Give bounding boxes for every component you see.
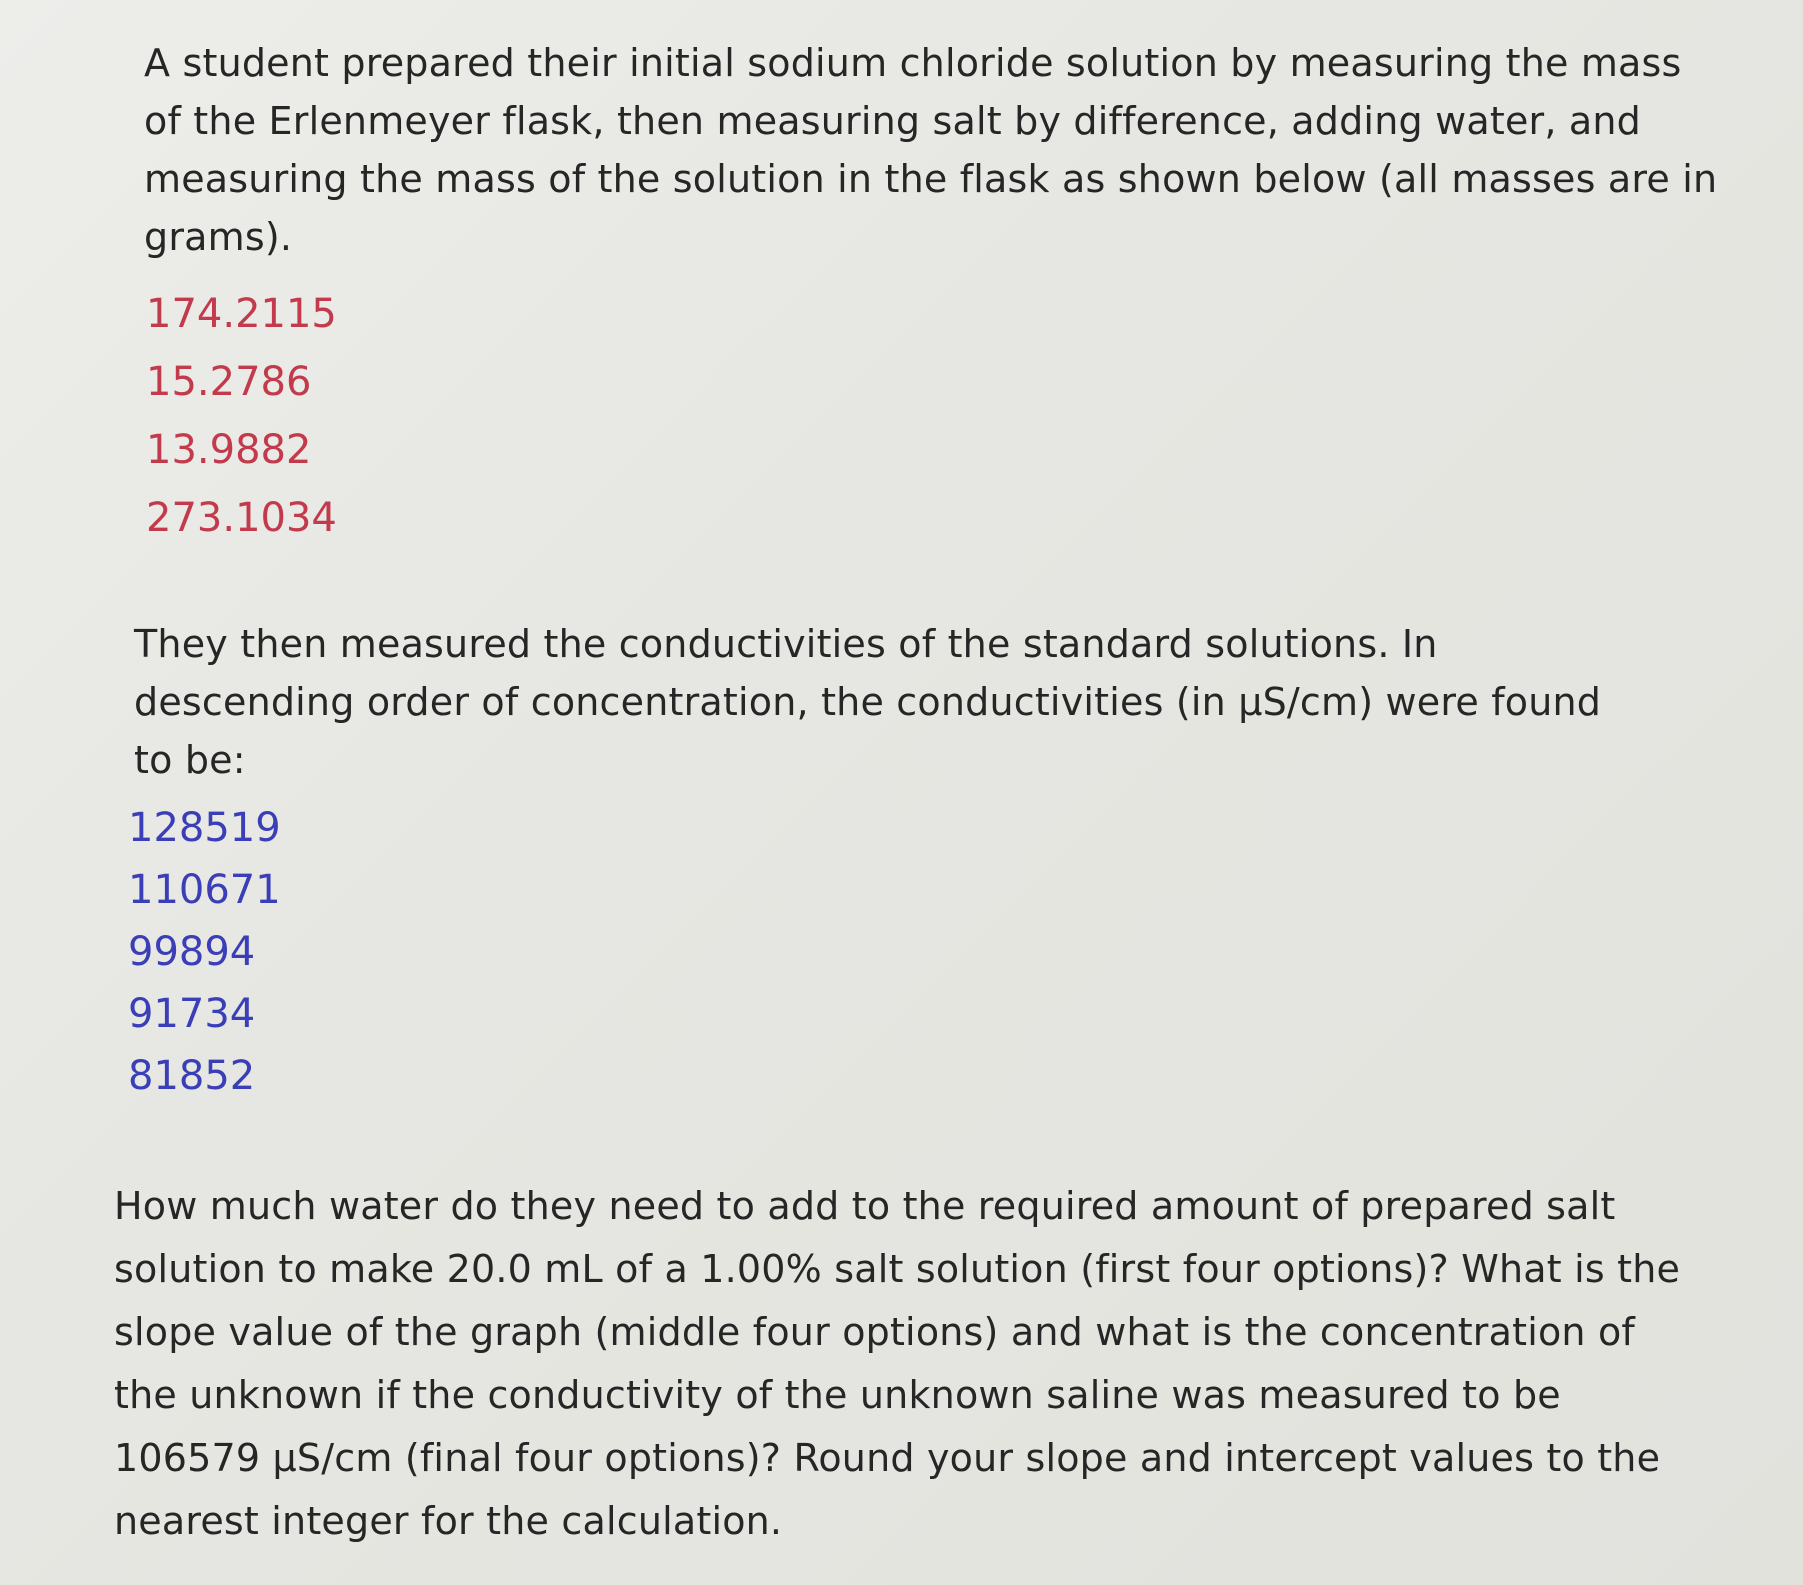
conductivity-value: 128519 xyxy=(128,805,281,851)
mass-value: 15.2786 xyxy=(146,359,312,405)
mass-value: 273.1034 xyxy=(146,495,337,541)
conductivity-intro-paragraph: They then measured the conductivities of the standard solutions. In descending order of concentration, the conductivities (in µS/cm) were found to be: xyxy=(134,622,1602,782)
mass-list xyxy=(146,280,337,552)
question-paragraph: How much water do they need to add to the required amount of prepared salt solution to make 20.0 mL of a 1.00% salt solution (first four options)? What is the slope value of the graph (middle four options) and what is the concentration of the unknown if the conductivity of the unknown saline was measured to be 106579 µS/cm (final four options)? Round your slope and intercept values to the nearest integer for the calculation. xyxy=(114,1184,1681,1543)
conductivity-value: 110671 xyxy=(128,867,281,913)
conductivity-list xyxy=(128,797,281,1107)
mass-value: 174.2115 xyxy=(146,291,337,337)
conductivity-value: 99894 xyxy=(128,929,256,975)
mass-value: 13.9882 xyxy=(146,427,312,473)
conductivity-value: 91734 xyxy=(128,991,256,1037)
intro-paragraph: A student prepared their initial sodium chloride solution by measuring the mass of the Erlenmeyer flask, then measuring salt by difference, adding water, and measuring the mass of the solution in the flask as shown below (all masses are in grams). xyxy=(144,41,1718,259)
conductivity-value: 81852 xyxy=(128,1053,256,1099)
